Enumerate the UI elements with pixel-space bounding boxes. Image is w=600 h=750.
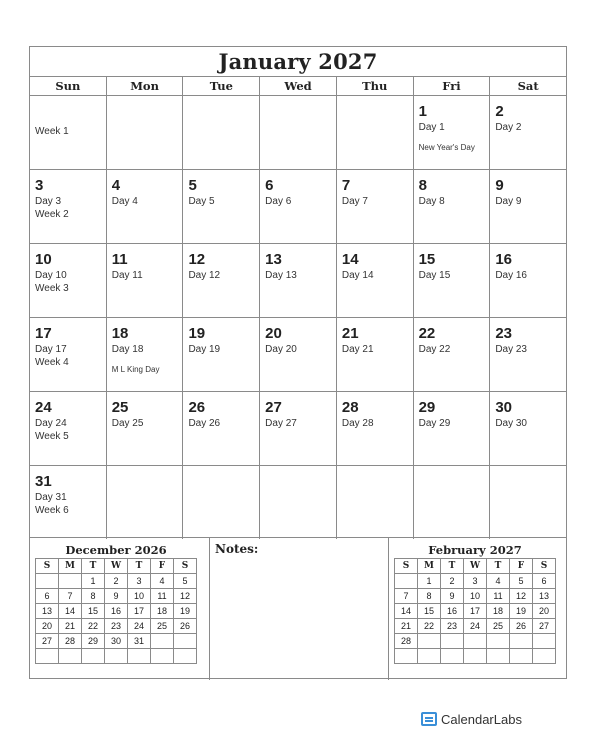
mini-day-cell: 7 (59, 589, 82, 604)
date-number: 9 (495, 177, 504, 194)
week-row (30, 244, 566, 318)
mini-weekday-header: W (464, 559, 487, 574)
date-number: 24 (35, 399, 52, 416)
day-cell (107, 318, 184, 391)
day-cell (414, 466, 491, 539)
mini-day-cell: 5 (174, 574, 197, 589)
day-of-year-label: Day 29 (418, 418, 451, 429)
day-of-year-label: Day 1 (418, 122, 445, 133)
mini-day-cell: 27 (533, 619, 556, 634)
mini-day-cell: 16 (441, 604, 464, 619)
week-row (30, 96, 566, 170)
mini-day-cell (395, 574, 418, 589)
week-row (30, 466, 566, 539)
day-cell (30, 244, 107, 317)
date-number: 17 (35, 325, 52, 342)
mini-day-cell (36, 574, 59, 589)
mini-day-cell: 24 (128, 619, 151, 634)
date-number: 28 (341, 399, 359, 416)
day-cell (490, 466, 566, 539)
mini-day-cell (395, 649, 418, 664)
mini-week-row (395, 649, 556, 664)
day-cell (30, 392, 107, 465)
mini-day-cell (174, 634, 197, 649)
mini-weekday-header: T (487, 559, 510, 574)
mini-header-row (395, 559, 556, 574)
mini-weekday-header: T (441, 559, 464, 574)
day-cell (30, 170, 107, 243)
date-number: 8 (418, 177, 427, 194)
mini-weekday-header: S (533, 559, 556, 574)
mini-day-cell (128, 649, 151, 664)
weekday-header: Mon (107, 77, 184, 95)
mini-day-cell (174, 649, 197, 664)
mini-weekday-header: S (36, 559, 59, 574)
week-number-label: Week 6 (35, 505, 69, 516)
mini-weekday-header: W (105, 559, 128, 574)
day-cell (107, 244, 184, 317)
mini-day-cell: 25 (487, 619, 510, 634)
mini-calendar-table (394, 558, 556, 664)
date-number: 4 (111, 177, 121, 194)
mini-day-cell: 19 (174, 604, 197, 619)
mini-week-row (36, 634, 197, 649)
day-cell (490, 392, 566, 465)
mini-week-row (36, 604, 197, 619)
mini-week-row (395, 589, 556, 604)
mini-day-cell: 25 (151, 619, 174, 634)
date-number: 26 (188, 399, 206, 416)
mini-day-cell (487, 634, 510, 649)
calendarlabs-logo[interactable] (421, 710, 522, 728)
date-number: 31 (35, 473, 52, 490)
mini-weekday-header: M (418, 559, 441, 574)
day-of-year-label: Day 12 (188, 270, 221, 281)
day-of-year-label: Day 5 (188, 196, 215, 207)
mini-day-cell: 6 (36, 589, 59, 604)
mini-calendar-next (394, 542, 556, 664)
mini-day-cell: 26 (510, 619, 533, 634)
mini-day-cell: 24 (464, 619, 487, 634)
mini-day-cell (533, 649, 556, 664)
week-number-label: Week 1 (35, 126, 69, 137)
mini-day-cell: 26 (174, 619, 197, 634)
day-of-year-label: Day 19 (188, 344, 221, 355)
weekday-header: Sat (517, 79, 539, 93)
mini-day-cell: 18 (487, 604, 510, 619)
day-of-year-label: Day 15 (418, 270, 451, 281)
mini-day-cell (59, 649, 82, 664)
mini-day-cell (59, 574, 82, 589)
day-cell (490, 244, 566, 317)
date-number: 6 (265, 177, 274, 194)
mini-day-cell: 20 (533, 604, 556, 619)
mini-weekday-header: T (82, 559, 105, 574)
mini-day-cell (510, 649, 533, 664)
mini-weekday-header: S (395, 559, 418, 574)
mini-day-cell: 11 (487, 589, 510, 604)
day-cell (490, 170, 566, 243)
day-cell (414, 318, 491, 391)
day-cell (337, 392, 414, 465)
mini-day-cell (418, 649, 441, 664)
day-of-year-label: Day 4 (111, 196, 138, 207)
mini-day-cell: 29 (82, 634, 105, 649)
divider (388, 538, 389, 680)
day-cell (490, 318, 566, 391)
date-number: 30 (495, 399, 512, 416)
day-of-year-label: Day 25 (111, 418, 144, 429)
mini-day-cell: 2 (105, 574, 128, 589)
day-of-year-label: Day 3 (35, 196, 62, 207)
mini-day-cell: 21 (59, 619, 82, 634)
mini-day-cell: 10 (128, 589, 151, 604)
mini-day-cell: 13 (533, 589, 556, 604)
day-of-year-label: Day 7 (341, 196, 368, 207)
day-cell (414, 244, 491, 317)
weekday-header-row (30, 77, 566, 96)
week-row (30, 318, 566, 392)
day-cell (30, 318, 107, 391)
day-of-year-label: Day 20 (265, 344, 297, 355)
day-cell (260, 244, 337, 317)
month-grid (30, 76, 566, 539)
mini-day-cell (418, 634, 441, 649)
mini-week-row (395, 634, 556, 649)
day-of-year-label: Day 27 (265, 418, 297, 429)
date-number: 11 (111, 251, 128, 268)
mini-day-cell: 1 (418, 574, 441, 589)
day-cell (490, 96, 566, 169)
mini-day-cell (487, 649, 510, 664)
day-cell (414, 170, 491, 243)
bottom-section (30, 537, 566, 680)
day-of-year-label: Day 17 (35, 344, 67, 355)
mini-day-cell (464, 649, 487, 664)
mini-day-cell: 6 (533, 574, 556, 589)
mini-day-cell: 9 (105, 589, 128, 604)
mini-day-cell: 10 (464, 589, 487, 604)
mini-calendar-table (35, 558, 197, 664)
mini-week-row (36, 649, 197, 664)
holiday-label: New Year's Day (418, 143, 475, 152)
week-number-label: Week 5 (35, 431, 69, 442)
mini-day-cell: 15 (418, 604, 441, 619)
mini-weekday-header: F (151, 559, 174, 574)
day-of-year-label: Day 21 (341, 344, 374, 355)
day-cell (30, 96, 107, 169)
mini-weekday-header: M (59, 559, 82, 574)
mini-day-cell (151, 649, 174, 664)
day-cell (183, 96, 260, 169)
date-number: 7 (341, 177, 351, 194)
mini-day-cell: 3 (128, 574, 151, 589)
mini-day-cell: 7 (395, 589, 418, 604)
day-cell (107, 96, 184, 169)
weekday-header: Fri (414, 77, 491, 95)
day-of-year-label: Day 10 (35, 270, 67, 281)
date-number: 16 (495, 251, 512, 268)
day-of-year-label: Day 6 (265, 196, 292, 207)
day-cell (414, 392, 491, 465)
mini-day-cell: 14 (395, 604, 418, 619)
day-of-year-label: Day 22 (418, 344, 451, 355)
holiday-label: M L King Day (111, 365, 160, 374)
mini-day-cell: 31 (128, 634, 151, 649)
mini-day-cell: 19 (510, 604, 533, 619)
date-number: 2 (495, 103, 504, 120)
mini-day-cell: 28 (395, 634, 418, 649)
date-number: 1 (418, 103, 427, 120)
day-cell (107, 466, 184, 539)
mini-calendar-title: February 2027 (428, 543, 522, 557)
mini-day-cell: 20 (36, 619, 59, 634)
week-number-label: Week 3 (35, 283, 69, 294)
weekday-header: Thu (337, 77, 414, 95)
week-number-label: Week 2 (35, 209, 69, 220)
date-number: 3 (35, 177, 44, 194)
mini-day-cell: 28 (59, 634, 82, 649)
mini-day-cell: 11 (151, 589, 174, 604)
mini-week-row (36, 619, 197, 634)
mini-day-cell: 27 (36, 634, 59, 649)
day-cell (183, 170, 260, 243)
date-number: 21 (341, 325, 359, 342)
mini-day-cell: 21 (395, 619, 418, 634)
mini-weekday-header: S (174, 559, 197, 574)
mini-day-cell: 9 (441, 589, 464, 604)
date-number: 12 (188, 251, 206, 268)
mini-day-cell: 1 (82, 574, 105, 589)
date-number: 22 (418, 325, 436, 342)
mini-header-row (36, 559, 197, 574)
mini-day-cell: 22 (418, 619, 441, 634)
weekday-header: Tue (183, 77, 260, 95)
mini-day-cell (533, 634, 556, 649)
week-number-label: Week 4 (35, 357, 69, 368)
mini-day-cell (441, 649, 464, 664)
day-cell (183, 466, 260, 539)
day-of-year-label: Day 9 (495, 196, 522, 207)
day-cell (337, 466, 414, 539)
day-cell (260, 96, 337, 169)
weekday-header: Wed (260, 77, 337, 95)
mini-week-row (395, 574, 556, 589)
day-cell (337, 96, 414, 169)
mini-day-cell (441, 634, 464, 649)
day-of-year-label: Day 11 (111, 270, 143, 281)
day-cell (337, 170, 414, 243)
day-of-year-label: Day 8 (418, 196, 445, 207)
date-number: 10 (35, 251, 52, 268)
date-number: 23 (495, 325, 512, 342)
divider (209, 538, 210, 680)
mini-day-cell: 23 (105, 619, 128, 634)
day-cell (30, 466, 107, 539)
mini-day-cell: 8 (82, 589, 105, 604)
day-cell (107, 170, 184, 243)
mini-day-cell (36, 649, 59, 664)
date-number: 25 (111, 399, 129, 416)
mini-weekday-header: T (128, 559, 151, 574)
weekday-header: Sun (30, 77, 107, 95)
weeks-container (30, 96, 566, 539)
mini-day-cell (105, 649, 128, 664)
day-cell (260, 170, 337, 243)
day-cell (260, 466, 337, 539)
day-of-year-label: Day 14 (341, 270, 374, 281)
mini-day-cell: 15 (82, 604, 105, 619)
date-number: 29 (418, 399, 436, 416)
logo-text: CalendarLabs (441, 711, 522, 727)
day-of-year-label: Day 31 (35, 492, 67, 503)
calendar-icon (421, 712, 437, 726)
mini-day-cell: 30 (105, 634, 128, 649)
day-of-year-label: Day 24 (35, 418, 67, 429)
day-cell (260, 392, 337, 465)
date-number: 18 (111, 325, 129, 342)
date-number: 19 (188, 325, 206, 342)
day-cell (183, 392, 260, 465)
mini-day-cell (82, 649, 105, 664)
mini-calendar-title: December 2026 (65, 543, 167, 557)
calendar-frame (29, 46, 567, 679)
mini-day-cell (464, 634, 487, 649)
day-of-year-label: Day 23 (495, 344, 527, 355)
date-number: 27 (265, 399, 282, 416)
mini-day-cell: 14 (59, 604, 82, 619)
day-cell (107, 392, 184, 465)
week-row (30, 392, 566, 466)
day-cell (183, 318, 260, 391)
mini-day-cell: 4 (487, 574, 510, 589)
mini-week-row (36, 574, 197, 589)
mini-day-cell: 12 (174, 589, 197, 604)
mini-day-cell: 17 (464, 604, 487, 619)
day-of-year-label: Day 26 (188, 418, 221, 429)
mini-day-cell (510, 634, 533, 649)
mini-day-cell: 22 (82, 619, 105, 634)
day-of-year-label: Day 18 (111, 344, 144, 355)
mini-day-cell: 4 (151, 574, 174, 589)
date-number: 20 (265, 325, 282, 342)
mini-week-row (36, 589, 197, 604)
day-of-year-label: Day 2 (495, 122, 522, 133)
day-of-year-label: Day 28 (341, 418, 374, 429)
month-title: January 2027 (218, 49, 378, 74)
date-number: 5 (188, 177, 197, 194)
mini-day-cell: 13 (36, 604, 59, 619)
mini-day-cell: 12 (510, 589, 533, 604)
mini-day-cell (151, 634, 174, 649)
mini-week-row (395, 604, 556, 619)
date-number: 14 (341, 251, 359, 268)
mini-day-cell: 23 (441, 619, 464, 634)
mini-day-cell: 8 (418, 589, 441, 604)
notes-label: Notes: (215, 542, 259, 556)
day-of-year-label: Day 16 (495, 270, 527, 281)
day-of-year-label: Day 30 (495, 418, 527, 429)
date-number: 15 (418, 251, 436, 268)
day-cell (414, 96, 491, 169)
mini-weekday-header: F (510, 559, 533, 574)
date-number: 13 (265, 251, 282, 268)
mini-calendar-prev (35, 542, 197, 664)
week-row (30, 170, 566, 244)
mini-day-cell: 5 (510, 574, 533, 589)
mini-week-row (395, 619, 556, 634)
day-of-year-label: Day 13 (265, 270, 297, 281)
day-cell (337, 318, 414, 391)
mini-day-cell: 16 (105, 604, 128, 619)
mini-day-cell: 17 (128, 604, 151, 619)
day-cell (260, 318, 337, 391)
mini-day-cell: 3 (464, 574, 487, 589)
day-cell (183, 244, 260, 317)
day-cell (337, 244, 414, 317)
mini-day-cell: 18 (151, 604, 174, 619)
mini-day-cell: 2 (441, 574, 464, 589)
